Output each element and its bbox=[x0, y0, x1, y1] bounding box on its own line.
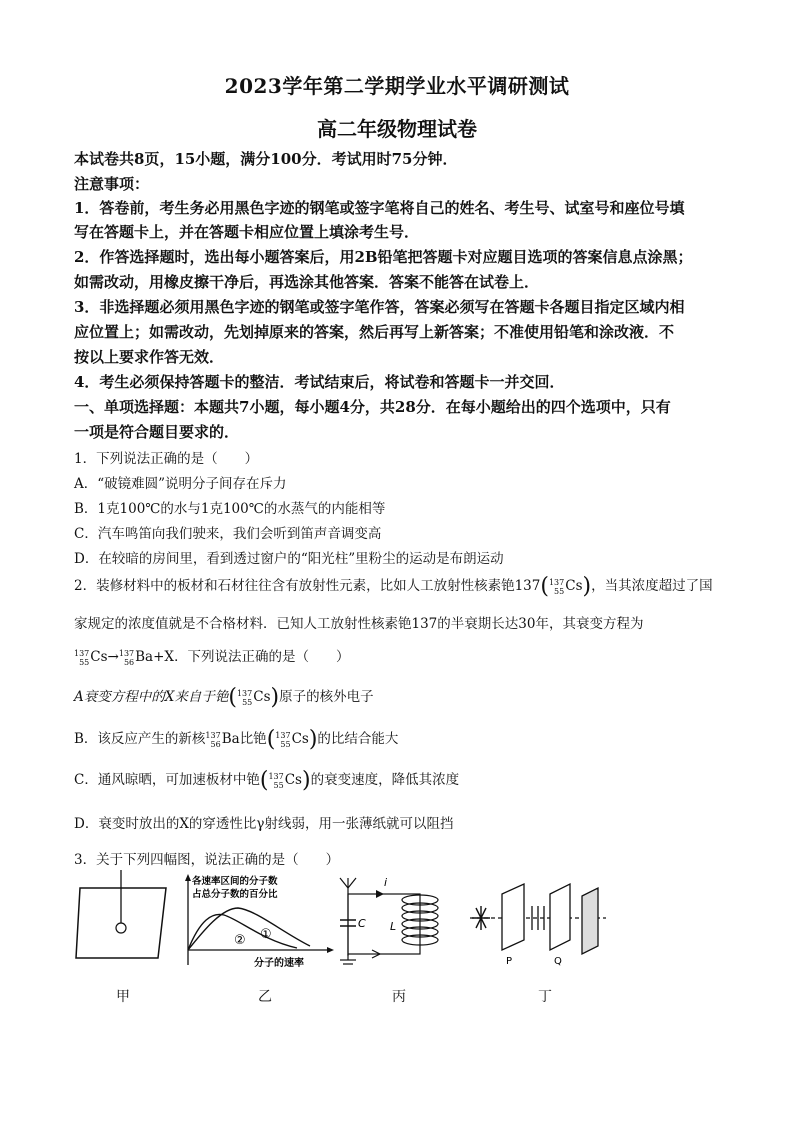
paren-right: ) bbox=[582, 574, 592, 599]
q2-option-a-text-2: 原子的核外电子 bbox=[279, 689, 374, 705]
mass-number: 137 bbox=[268, 771, 284, 781]
nuclide-numbers bbox=[275, 731, 290, 749]
light-source-icon bbox=[472, 906, 490, 930]
caption-ding: 丁 bbox=[538, 989, 552, 1005]
paren-right: ) bbox=[301, 768, 311, 793]
q2-option-b-text-1: B．该反应产生的新核 bbox=[74, 731, 206, 747]
note-1-line-2: 写在答题卡上，并在答题卡相应位置上填涂考生号． bbox=[74, 223, 420, 241]
mass-number: 137 bbox=[275, 730, 291, 740]
label-i: i bbox=[384, 876, 388, 889]
fig2-xlabel: 分子的速率 bbox=[254, 958, 304, 969]
caption-jia: 甲 bbox=[116, 989, 130, 1005]
q2-option-c-text-1: C．通风晾晒，可加速板材中铯 bbox=[74, 772, 260, 788]
note-3-line-2: 应位置上；如需改动，先划掉原来的答案，然后再写上新答案；不准使用铅笔和涂改液．不 bbox=[74, 323, 675, 341]
caption-bing: 丙 bbox=[392, 989, 406, 1005]
q1-option-d: D．在较暗的房间里，看到透过窗户的“阳光柱”里粉尘的运动是布朗运动 bbox=[74, 551, 504, 567]
figure-bing bbox=[336, 870, 456, 970]
polarizer-q bbox=[550, 884, 570, 950]
mass-number: 137 bbox=[548, 577, 565, 587]
caption-yi: 乙 bbox=[258, 989, 272, 1005]
fig2-ylabel-line-1: 各速率区间的分子数 bbox=[192, 876, 278, 887]
eq-right-atomic: 56 bbox=[123, 657, 135, 667]
q2-option-c-text-2: 的衰变速度，降低其浓度 bbox=[310, 772, 460, 788]
q2-option-c bbox=[74, 768, 734, 793]
eq-right-mass: 137 bbox=[118, 648, 135, 658]
note-1-line-1: 1．答卷前，考生务必用黑色字迹的钢笔或签字笔将自己的姓名、考生号、试室号和座位号填 bbox=[74, 199, 685, 217]
q1-option-c: C．汽车鸣笛向我们驶来，我们会听到笛声音调变高 bbox=[74, 526, 382, 542]
nuclide-numbers bbox=[549, 578, 564, 596]
q2-option-a bbox=[74, 685, 734, 710]
eq-plus-x: +X bbox=[153, 649, 175, 665]
atomic-number: 55 bbox=[554, 586, 565, 596]
paren-left: ( bbox=[540, 574, 549, 599]
q1-option-a: A．“破镜难圆”说明分子间存在斥力 bbox=[74, 476, 287, 492]
current-direction-icon bbox=[376, 890, 384, 898]
exam-title: 2023学年第二学期学业水平调研测试 bbox=[224, 74, 570, 98]
label-l: L bbox=[390, 920, 397, 933]
label-p: P bbox=[506, 956, 513, 967]
paren-right: ) bbox=[270, 685, 280, 710]
q3-stem: 3．关于下列四幅图，说法正确的是（ ） bbox=[74, 852, 340, 868]
figure-jia bbox=[72, 870, 174, 970]
q2-option-b-text-2: 比铯 bbox=[239, 731, 267, 747]
exam-summary: 本试卷共8页，15小题，满分100分．考试用时75分钟． bbox=[74, 150, 458, 168]
eq-left-symbol: Cs bbox=[90, 649, 108, 665]
curve-2-label: ② bbox=[234, 933, 246, 948]
ba-atomic-number: 56 bbox=[210, 739, 221, 749]
screen bbox=[582, 888, 598, 954]
eq-arrow: → bbox=[107, 649, 119, 665]
nuclide-numbers bbox=[237, 689, 252, 707]
note-3-line-3: 按以上要求作答无效． bbox=[74, 348, 225, 366]
atomic-number: 55 bbox=[273, 780, 284, 790]
ba-mass-number: 137 bbox=[205, 730, 221, 740]
paren-left: ( bbox=[266, 727, 276, 752]
eq-left-atomic: 55 bbox=[79, 657, 90, 667]
ba-numbers bbox=[205, 731, 220, 749]
antenna-icon bbox=[348, 878, 356, 888]
label-q: Q bbox=[554, 956, 562, 967]
label-c: C bbox=[358, 917, 366, 930]
atomic-number: 55 bbox=[242, 697, 253, 707]
nuclide-symbol: Cs bbox=[253, 689, 271, 705]
q2-option-d: D．衰变时放出的X的穿透性比γ射线弱，用一张薄纸就可以阻挡 bbox=[74, 816, 454, 832]
q2-stem-text-2: ，当其浓度超过了国 bbox=[591, 578, 713, 594]
eq-right-symbol: Ba bbox=[135, 649, 154, 665]
section-1-heading-line-1: 一、单项选择题：本题共7小题，每小题4分，共28分．在每小题给出的四个选项中，只有 bbox=[74, 398, 671, 416]
figure-ding bbox=[466, 870, 616, 970]
paren-left: ( bbox=[259, 768, 269, 793]
nuclide-numbers bbox=[268, 772, 283, 790]
q2-stem-line-2: 家规定的浓度值就是不合格材料．已知人工放射性核素铯137的半衰期长达30年，其衰变方程为 bbox=[74, 616, 644, 632]
ball-circle bbox=[116, 923, 126, 933]
fig2-ylabel-line-2: 占总分子数的百分比 bbox=[192, 889, 278, 900]
q1-stem: 1．下列说法正确的是（ ） bbox=[74, 451, 259, 467]
ba-symbol: Ba bbox=[221, 731, 240, 747]
exam-subtitle: 高二年级物理试卷 bbox=[317, 117, 477, 141]
eq-left-mass: 137 bbox=[74, 648, 90, 658]
note-3-line-1: 3．非选择题必须用黑色字迹的钢笔或签字笔作答，答案必须写在答题卡各题目指定区域内相 bbox=[74, 298, 685, 316]
y-axis-arrow-icon bbox=[185, 874, 191, 881]
q2-option-b-text-3: 的比结合能大 bbox=[317, 731, 399, 747]
note-2-line-1: 2．作答选择题时，选出每小题答案后，用2B铅笔把答题卡对应题目选项的答案信息点涂黑； bbox=[74, 248, 693, 266]
notes-title: 注意事项： bbox=[74, 175, 150, 193]
paren-right: ) bbox=[308, 727, 318, 752]
q2-stem-line-1 bbox=[74, 574, 734, 599]
antenna-icon bbox=[340, 878, 348, 888]
polarizer-p bbox=[502, 884, 524, 950]
q2-stem-text-1: 2．装修材料中的板材和石材往往含有放射性元素，比如人工放射性核素铯137 bbox=[74, 578, 541, 594]
curve-1-label: ① bbox=[260, 927, 272, 942]
x-axis-arrow-icon bbox=[327, 947, 334, 953]
q1-option-b: B．1克100℃的水与1克100℃的水蒸气的内能相等 bbox=[74, 501, 386, 517]
q2-option-b bbox=[74, 727, 734, 752]
paren-left: ( bbox=[228, 685, 237, 710]
section-1-heading-line-2: 一项是符合题目要求的． bbox=[74, 423, 240, 441]
q2-stem-text-3: ．下列说法正确的是（ ） bbox=[174, 649, 350, 665]
note-2-line-2: 如需改动，用橡皮擦干净后，再选涂其他答案．答案不能答在试卷上． bbox=[74, 273, 540, 291]
curve-1 bbox=[188, 908, 310, 950]
mass-number: 137 bbox=[236, 688, 253, 698]
nuclide-symbol: Cs bbox=[284, 772, 302, 788]
eq-left-numbers bbox=[74, 649, 89, 667]
nuclide-symbol: Cs bbox=[291, 731, 309, 747]
note-4: 4．考生必须保持答题卡的整洁．考试结束后，将试卷和答题卡一并交回． bbox=[74, 373, 565, 391]
q2-option-a-text-1: A衰变方程中的X来自于铯 bbox=[74, 689, 229, 705]
eq-right-numbers bbox=[119, 649, 134, 667]
nuclide-symbol: Cs bbox=[565, 578, 583, 594]
q2-stem-line-3 bbox=[74, 645, 734, 667]
figure-yi bbox=[182, 870, 337, 970]
atomic-number: 55 bbox=[280, 739, 291, 749]
